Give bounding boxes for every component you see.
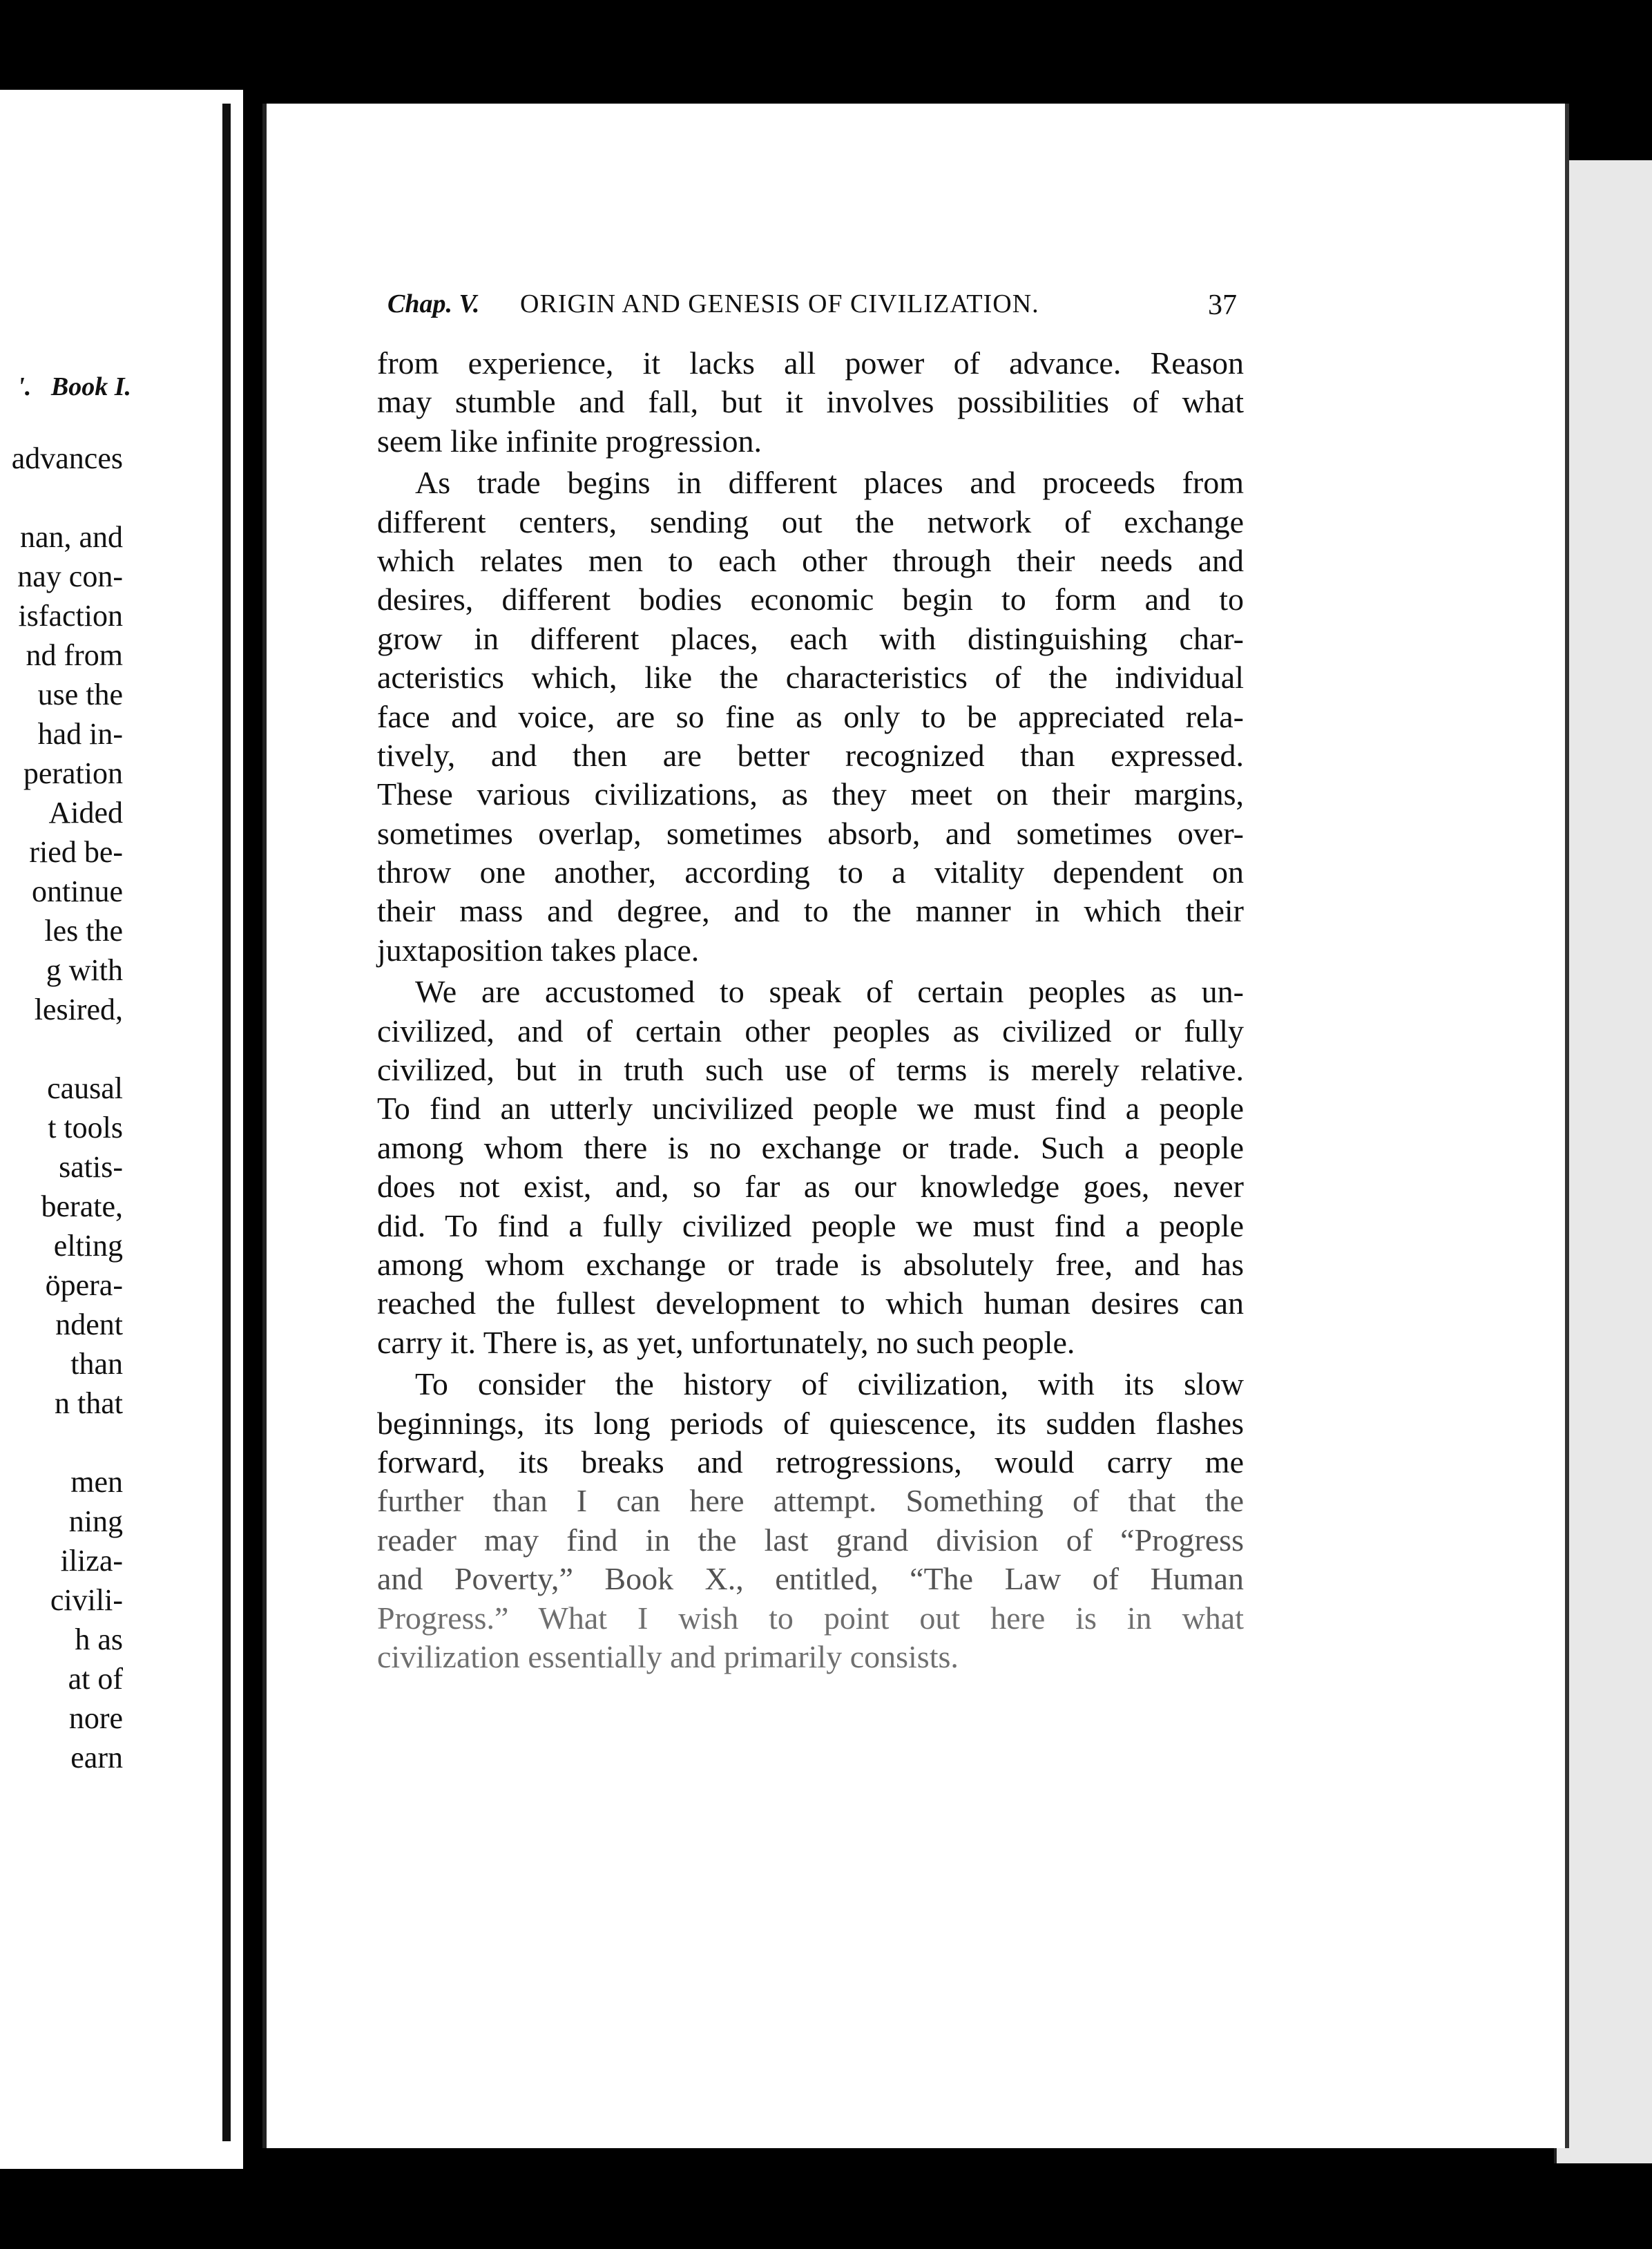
left-line-fragment: advances [11, 441, 123, 475]
left-book-label: Book I. [50, 372, 131, 401]
left-line-fragment: nore [68, 1701, 123, 1735]
left-line-fragment: ried be- [29, 835, 123, 869]
facing-page-left [0, 90, 243, 2169]
left-line-fragment: at of [68, 1662, 123, 1696]
left-line-fragment [0, 1029, 123, 1069]
left-line-fragment: elting [53, 1229, 123, 1263]
left-line-fragment [0, 1423, 123, 1462]
text-line: from experience, it lacks all power of advance. Reason [377, 345, 1244, 381]
text-line: further than I can here attempt. Something of that the [377, 1483, 1244, 1519]
text-line: civilized, and of certain other peoples as civilized or fully [377, 1013, 1244, 1049]
left-line-fragment: than [70, 1347, 123, 1381]
left-line-fragment: isfaction [18, 599, 123, 633]
left-line-fragment: men [70, 1465, 123, 1499]
text-line: juxtaposition takes place. [377, 932, 700, 968]
text-line: civilization essentially and primarily consists. [377, 1638, 959, 1674]
text-line: among whom there is no exchange or trade. Such a people [377, 1129, 1244, 1165]
text-line: We are accustomed to speak of certain peoples as un- [415, 974, 1244, 1010]
text-line: different centers, sending out the network of exchange [377, 504, 1244, 539]
text-line: tively, and then are better recognized than expressed. [377, 737, 1244, 773]
left-line-fragment: nd from [26, 638, 123, 672]
left-line-fragment: öpera- [45, 1268, 123, 1302]
left-line-fragment: had in- [37, 717, 123, 751]
paragraph [377, 344, 1244, 461]
left-line-fragment: nay con- [17, 559, 123, 593]
text-line: which relates men to each other through their needs and [377, 542, 1244, 578]
text-line: forward, its breaks and retrogressions, would carry me [377, 1444, 1244, 1480]
text-line: civilized, but in truth such use of terms is merely relative. [377, 1052, 1244, 1088]
left-line-fragment: nan, and [19, 520, 123, 554]
text-line: reader may find in the last grand division of “Progress [377, 1522, 1244, 1558]
text-line: their mass and degree, and to the manner in which their [377, 893, 1244, 929]
text-line: These various civilizations, as they meet on their margins, [377, 776, 1244, 812]
left-line-fragment: les the [44, 914, 123, 948]
text-line: seem like infinite progression. [377, 423, 762, 459]
left-line-fragment: iliza- [60, 1544, 123, 1578]
text-line: To find an utterly uncivilized people we must find a people [377, 1091, 1244, 1127]
book-gutter [222, 104, 231, 2141]
left-line-fragment: g with [46, 953, 123, 987]
left-line-fragment: ndent [55, 1308, 123, 1341]
left-line-fragment: ning [68, 1504, 123, 1538]
left-line-fragment: use the [37, 678, 123, 711]
text-line: among whom exchange or trade is absolutely free, and has [377, 1246, 1244, 1282]
left-line-fragment: ontinue [32, 874, 123, 908]
left-running-head: '. Book I. [17, 372, 131, 401]
text-line: may stumble and fall, but it involves possibilities of what [377, 384, 1244, 420]
text-line: grow in different places, each with distinguishing char- [377, 620, 1244, 656]
text-line: To consider the history of civilization, with its slow [415, 1366, 1244, 1402]
text-line: does not exist, and, so far as our knowledge goes, never [377, 1169, 1244, 1205]
text-line: and Poverty,” Book X., entitled, “The Law of Human [377, 1561, 1244, 1597]
text-line: As trade begins in different places and proceeds from [415, 465, 1244, 501]
left-line-fragment: berate, [41, 1189, 123, 1223]
body-text [377, 344, 1244, 1676]
text-line: sometimes overlap, sometimes absorb, and sometimes over- [377, 815, 1244, 851]
left-line-fragment [0, 478, 123, 517]
text-line: reached the fullest development to which human desires can [377, 1285, 1244, 1321]
paragraph [377, 973, 1244, 1362]
text-line: acteristics which, like the characteristics of the individual [377, 660, 1244, 696]
running-head [387, 289, 1237, 330]
left-line-fragment: Aided [48, 796, 123, 830]
chapter-label: Chap. V. [387, 289, 480, 318]
left-line-fragment: lesired, [34, 993, 123, 1026]
left-line-fragment: earn [70, 1741, 123, 1774]
left-line-fragment: n that [55, 1386, 123, 1420]
left-line-fragment: h as [75, 1623, 123, 1656]
left-page-text-fragments [0, 439, 123, 1777]
text-line: did. To find a fully civilized people we must find a people [377, 1207, 1244, 1243]
text-line: Progress.” What I wish to point out here is in what [377, 1600, 1244, 1636]
left-line-fragment: t tools [48, 1111, 123, 1145]
page-37 [262, 104, 1569, 2148]
text-line: throw one another, according to a vitality dependent on [377, 854, 1244, 890]
text-line: desires, different bodies economic begin to form and to [377, 582, 1244, 618]
left-line-fragment: peration [23, 756, 123, 790]
text-line: beginnings, its long periods of quiescence, its sudden flashes [377, 1405, 1244, 1441]
paragraph [377, 463, 1244, 970]
left-line-fragment: civili- [50, 1583, 123, 1617]
left-line-fragment: satis- [59, 1150, 123, 1184]
page-number: 37 [1208, 289, 1237, 321]
text-line: face and voice, are so fine as only to be appreciated rela- [377, 698, 1244, 734]
paragraph [377, 1365, 1244, 1676]
chapter-title: ORIGIN AND GENESIS OF CIVILIZATION. [520, 289, 1039, 318]
left-line-fragment: causal [47, 1071, 123, 1105]
text-line: carry it. There is, as yet, unfortunately, no such people. [377, 1324, 1075, 1360]
